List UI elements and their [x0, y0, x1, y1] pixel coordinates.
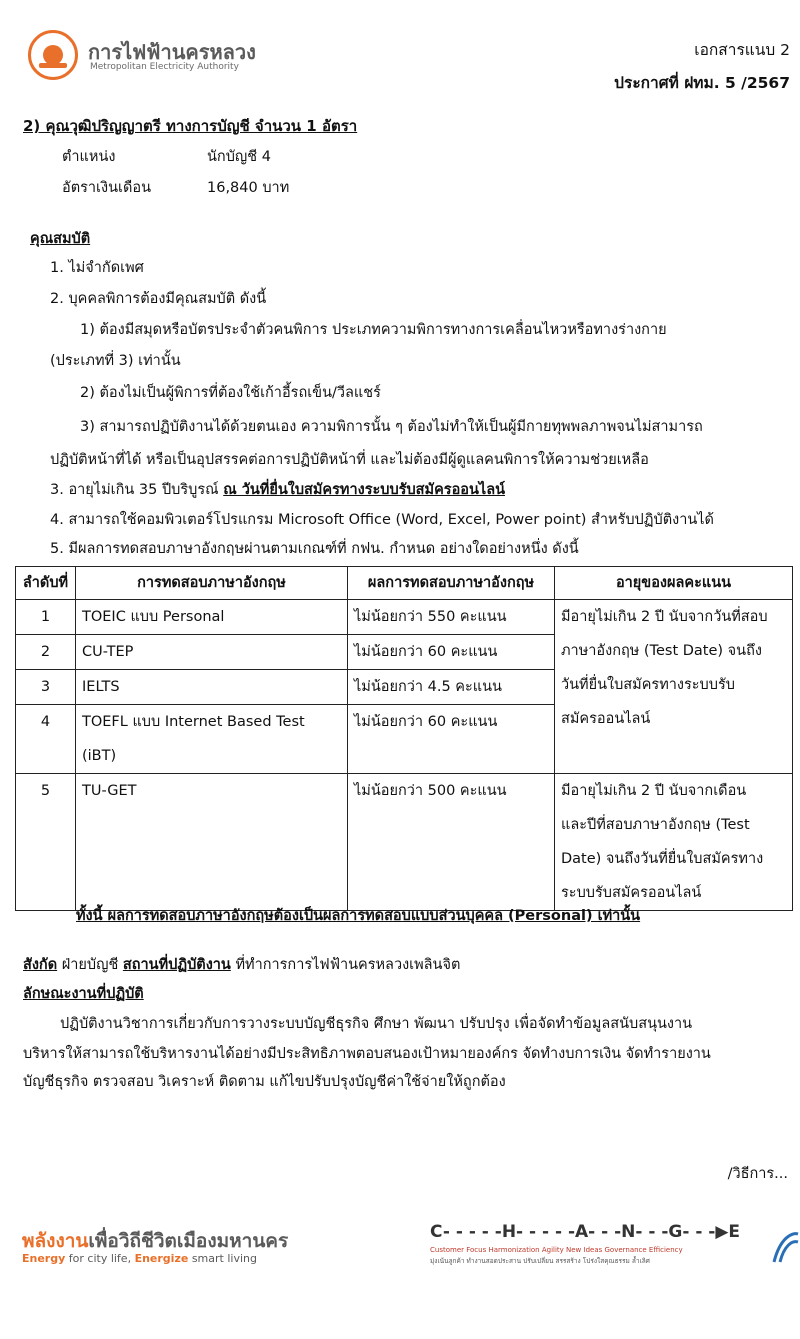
row-score: ไม่น้อยกว่า 60 คะแนน [348, 705, 555, 774]
values-sub-labels: มุ่งเน้นลูกค้า ทำงานสอดประสาน ปรับเปลี่ยน สรรสร้าง โปร่งใสคุณธรรม ล้ำเลิศ [430, 1257, 650, 1265]
validity-b-line: มีอายุไม่เกิน 2 ปี นับจากเดือน [561, 783, 747, 799]
validity-a-line: ภาษาอังกฤษ (Test Date) จนถึง [561, 643, 762, 659]
validity-cell-b [555, 774, 793, 911]
swirl-logo-icon [770, 1228, 800, 1268]
row-no: 1 [16, 600, 76, 635]
personal-test-note: ทั้งนี้ ผลการทดสอบภาษาอังกฤษต้องเป็นผลการทดสอบแบบส่วนบุคคล (Personal) เท่านั้น [76, 908, 641, 924]
qualification-item-3 [50, 480, 505, 500]
validity-a-line: มีอายุไม่เกิน 2 ปี นับจากวันที่สอบ [561, 609, 768, 625]
row-score: ไม่น้อยกว่า 500 คะแนน [348, 774, 555, 911]
age-limit-text: 3. อายุไม่เกิน 35 ปีบริบูรณ์ [50, 482, 224, 498]
workplace-value: ที่ทำการการไฟฟ้านครหลวงเพลินจิต [230, 957, 461, 973]
slogan-th-rest: เพื่อวิถีชีวิตเมืองมหานคร [88, 1230, 289, 1252]
row-test: IELTS [76, 670, 348, 705]
row-test-line: (iBT) [82, 748, 117, 764]
row-no: 2 [16, 635, 76, 670]
affiliation-line [23, 955, 460, 975]
salary-value: 16,840 บาท [207, 180, 290, 196]
position-label: ตำแหน่ง [62, 149, 116, 165]
validity-cell-a [555, 600, 793, 774]
table-header-row [16, 567, 793, 600]
affiliation-label: สังกัด [23, 957, 58, 973]
announcement-number: ประกาศที่ ฝทม. 5 /2567 [614, 74, 790, 92]
slogan-th-energy: พลังงาน [22, 1230, 89, 1252]
disability-sub-3: 3) สามารถปฏิบัติงานได้ด้วยตนเอง ความพิการนั้น ๆ ต้องไม่ทำให้เป็นผู้มีกายทุพพลภาพจนไม่สามารถ [80, 419, 703, 435]
row-test: TU-GET [76, 774, 348, 911]
corporate-values-logo [430, 1222, 770, 1282]
row-test: TOEIC แบบ Personal [76, 600, 348, 635]
disability-sub-3-cont: ปฏิบัติหน้าที่ได้ หรือเป็นอุปสรรคต่อการปฏิบัติหน้าที่ และไม่ต้องมีผู้ดูแลคนพิการให้ความช่วยเหลือ [50, 452, 649, 468]
workplace-label: สถานที่ปฏิบัติงาน [122, 957, 231, 973]
row-no: 4 [16, 705, 76, 774]
slogan-en-energy: Energy [22, 1252, 66, 1265]
age-limit-emphasis: ณ วันที่ยื่นใบสมัครทางระบบรับสมัครออนไลน์ [223, 482, 505, 498]
continued-marker: /วิธีการ... [727, 1166, 788, 1182]
disability-sub-1: 1) ต้องมีสมุดหรือบัตรประจำตัวคนพิการ ประเภทความพิการทางการเคลื่อนไหวหรือทางร่างกาย [80, 322, 667, 338]
qualification-item-5: 5. มีผลการทดสอบภาษาอังกฤษผ่านตามเกณฑ์ที่ กฟน. กำหนด อย่างใดอย่างหนึ่ง ดังนี้ [50, 541, 579, 557]
col-header-no: ลำดับที่ [16, 567, 76, 600]
footer-slogan-en [22, 1252, 257, 1265]
disability-sub-2: 2) ต้องไม่เป็นผู้พิการที่ต้องใช้เก้าอี้รถเข็น/วีลแชร์ [80, 385, 381, 401]
validity-a-line: วันที่ยื่นใบสมัครทางระบบรับ [561, 677, 735, 693]
job-desc-line-3: บัญชีธุรกิจ ตรวจสอบ วิเคราะห์ ติดตาม แก้ไขปรับปรุงบัญชีค่าใช้จ่ายให้ถูกต้อง [23, 1074, 506, 1090]
slogan-en-end: smart living [188, 1252, 257, 1265]
values-labels: Customer Focus Harmonization Agility New Ideas Governance Efficiency [430, 1246, 683, 1254]
qualification-item-4: 4. สามารถใช้คอมพิวเตอร์โปรแกรม Microsoft Office (Word, Excel, Power point) สำหรับปฏิบัติงานได้ [50, 512, 714, 528]
slogan-en-mid: for city life, [65, 1252, 135, 1265]
section-title: 2) คุณวุฒิปริญญาตรี ทางการบัญชี จำนวน 1 อัตรา [23, 117, 358, 135]
values-letters: C- - - - -H- - - - -A- - -N- - -G- - -▶E [430, 1222, 741, 1242]
row-test-line: TOEFL แบบ Internet Based Test [82, 714, 305, 730]
org-name-en: Metropolitan Electricity Authority [90, 62, 239, 72]
job-heading: ลักษณะงานที่ปฏิบัติ [23, 986, 144, 1002]
qualification-item-2: 2. บุคคลพิการต้องมีคุณสมบัติ ดังนี้ [50, 291, 267, 307]
validity-a-line: สมัครออนไลน์ [561, 711, 651, 727]
table-row [16, 600, 793, 635]
validity-b-line: และปีที่สอบภาษาอังกฤษ (Test [561, 817, 750, 833]
qualifications-heading: คุณสมบัติ [30, 231, 91, 247]
validity-b-line: Date) จนถึงวันที่ยื่นใบสมัครทาง [561, 851, 764, 867]
col-header-validity: อายุของผลคะแนน [555, 567, 793, 600]
mea-logo-icon [28, 30, 78, 80]
col-header-score: ผลการทดสอบภาษาอังกฤษ [348, 567, 555, 600]
attachment-label: เอกสารแนบ 2 [694, 41, 790, 59]
qualification-item-1: 1. ไม่จำกัดเพศ [50, 260, 144, 276]
salary-label: อัตราเงินเดือน [62, 180, 151, 196]
org-name-th: การไฟฟ้านครหลวง [88, 40, 256, 64]
row-test [76, 705, 348, 774]
row-no: 5 [16, 774, 76, 911]
row-score: ไม่น้อยกว่า 4.5 คะแนน [348, 670, 555, 705]
validity-b-line: ระบบรับสมัครออนไลน์ [561, 885, 702, 901]
row-test: CU-TEP [76, 635, 348, 670]
col-header-test: การทดสอบภาษาอังกฤษ [76, 567, 348, 600]
job-desc-line-1: ปฏิบัติงานวิชาการเกี่ยวกับการวางระบบบัญชีธุรกิจ ศึกษา พัฒนา ปรับปรุง เพื่อจัดทำข้อมูลสนับสนุนงาน [60, 1016, 693, 1032]
affiliation-value: ฝ่ายบัญชี [57, 957, 123, 973]
job-desc-line-2: บริหารให้สามารถใช้บริหารงานได้อย่างมีประสิทธิภาพตอบสนองเป้าหมายองค์กร จัดทำงบการเงิน จัดทำรายงาน [23, 1046, 711, 1062]
disability-sub-1-cont: (ประเภทที่ 3) เท่านั้น [50, 353, 181, 369]
row-score: ไม่น้อยกว่า 550 คะแนน [348, 600, 555, 635]
slogan-en-energize: Energize [134, 1252, 189, 1265]
english-test-table [15, 566, 793, 911]
position-value: นักบัญชี 4 [207, 149, 271, 165]
row-score: ไม่น้อยกว่า 60 คะแนน [348, 635, 555, 670]
row-no: 3 [16, 670, 76, 705]
table-row [16, 774, 793, 911]
